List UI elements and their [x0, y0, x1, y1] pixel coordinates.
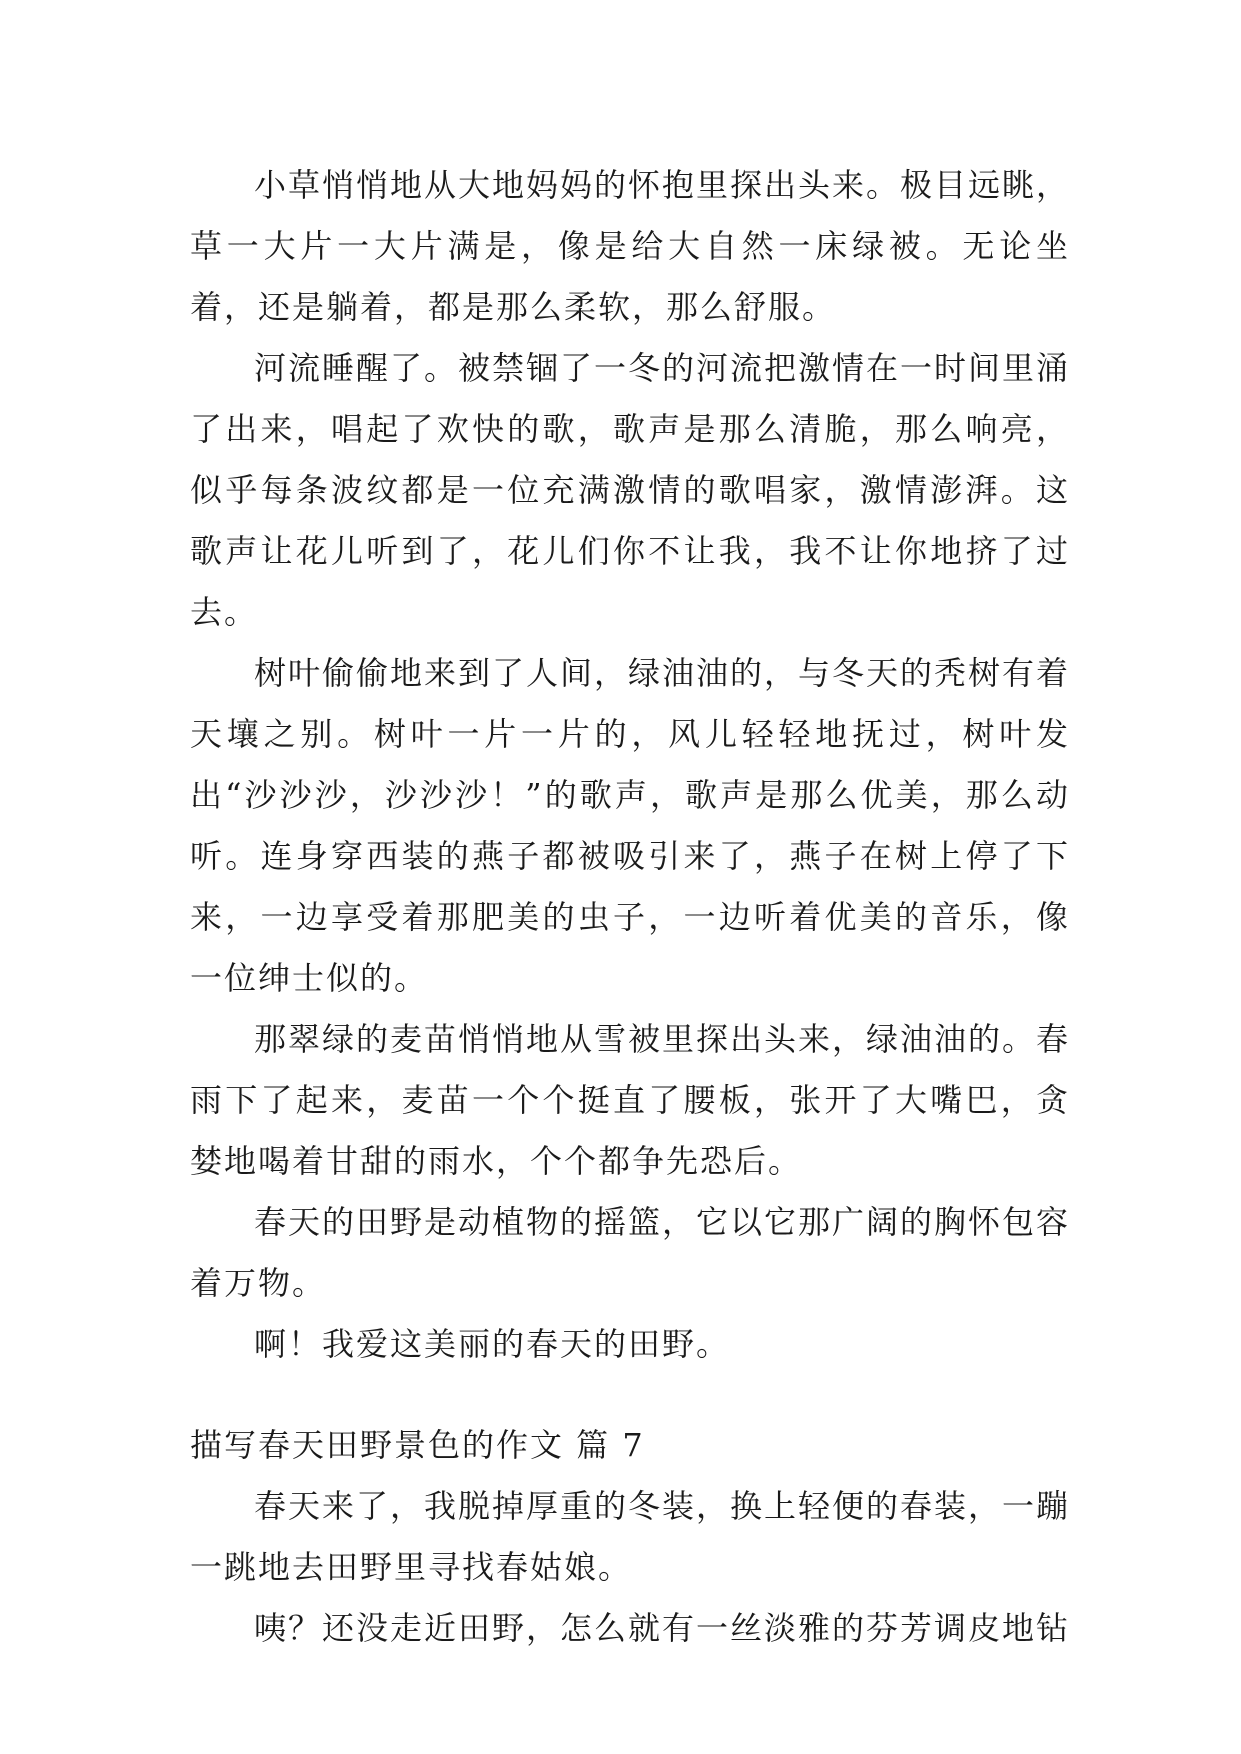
- paragraph-wheat: 那翠绿的麦苗悄悄地从雪被里探出头来，绿油油的。春雨下了起来，麦苗一个个挺直了腰板，张开了大嘴巴，贪婪地喝着甘甜的雨水，个个都争先恐后。: [190, 1020, 1071, 1180]
- section-heading: 描写春天田野景色的作文 篇 7: [190, 1426, 645, 1464]
- paragraph-leaves: 树叶偷偷地来到了人间，绿油油的，与冬天的秃树有着天壤之别。树叶一片一片的，风儿轻轻地抚过，树叶发出“沙沙沙，沙沙沙！”的歌声，歌声是那么优美，那么动听。连身穿西装的燕子都被吸引来了，燕子在树上停了下来，一边享受着那肥美的虫子，一边听着优美的音乐，像一位绅士似的。: [190, 654, 1071, 997]
- paragraph-grass: 小草悄悄地从大地妈妈的怀抱里探出头来。极目远眺，草一大片一大片满是，像是给大自然一床绿被。无论坐着，还是躺着，都是那么柔软，那么舒服。: [190, 166, 1071, 326]
- paragraph-river: 河流睡醒了。被禁锢了一冬的河流把激情在一时间里涌了出来，唱起了欢快的歌，歌声是那么清脆，那么响亮，似乎每条波纹都是一位充满激情的歌唱家，激情澎湃。这歌声让花儿听到了，花儿们你不让我，我不让你地挤了过去。: [190, 349, 1071, 631]
- paragraph-cradle: 春天的田野是动植物的摇篮，它以它那广阔的胸怀包容着万物。: [190, 1203, 1071, 1302]
- document-page: [190, 155, 1070, 1659]
- paragraph-spring-came: 春天来了，我脱掉厚重的冬装，换上轻便的春装，一蹦一跳地去田野里寻找春姑娘。: [190, 1487, 1071, 1586]
- paragraph-fragrance: 咦？还没走近田野，怎么就有一丝淡雅的芬芳调皮地钻: [254, 1609, 1071, 1647]
- paragraph-exclamation: 啊！我爱这美丽的春天的田野。: [254, 1325, 731, 1363]
